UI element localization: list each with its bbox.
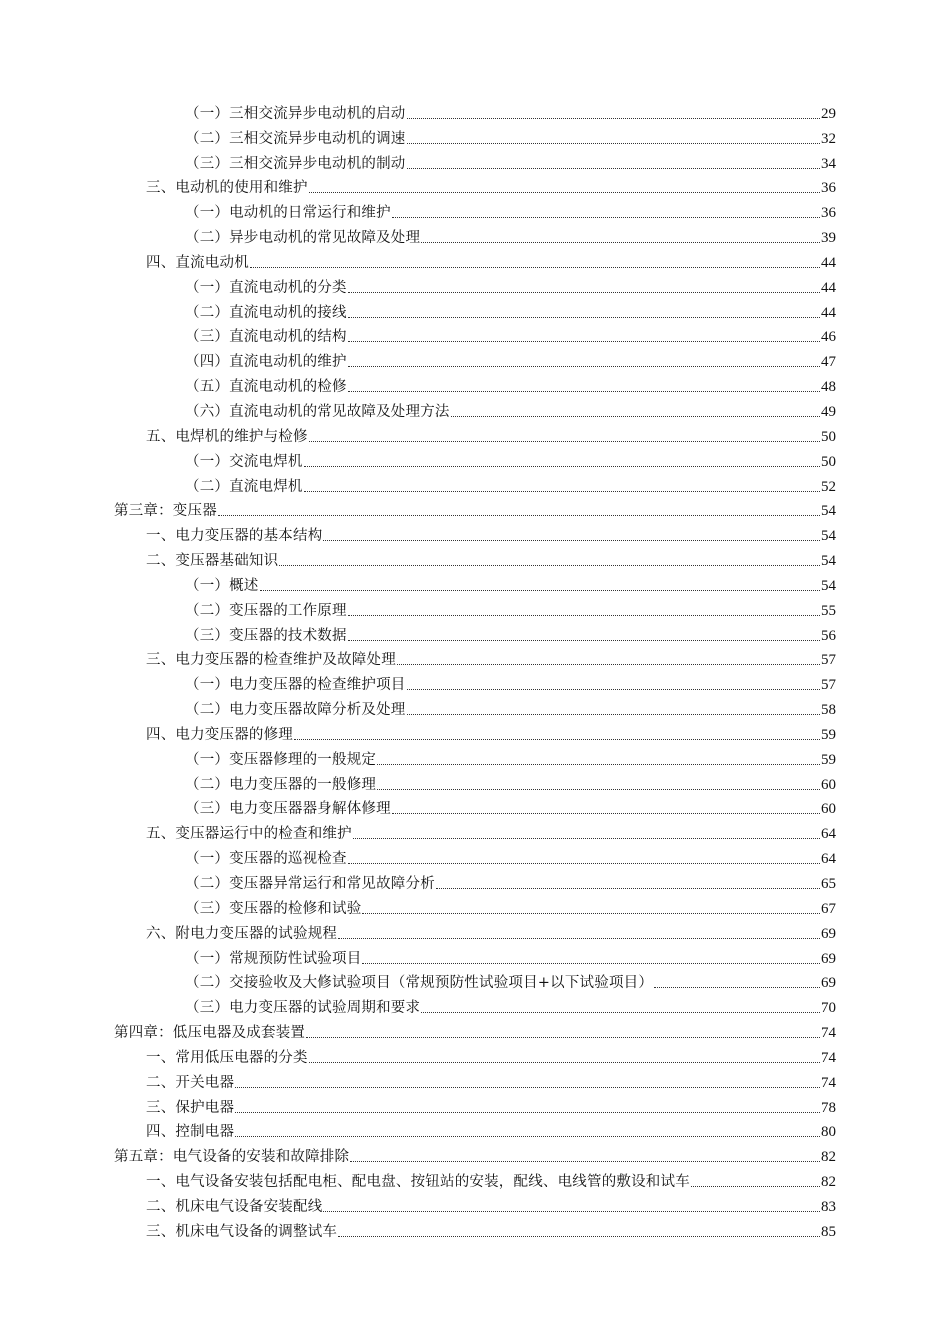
toc-entry-page-number: 67: [821, 900, 836, 917]
toc-entry[interactable]: [0, 198, 950, 223]
toc-dot-leader: [338, 1235, 820, 1237]
toc-dot-leader: [451, 415, 820, 417]
toc-dot-leader: [350, 1160, 820, 1162]
toc-dot-leader: [421, 1011, 820, 1013]
toc-entry[interactable]: [0, 795, 950, 820]
toc-entry-title: （一）三相交流异步电动机的启动: [185, 105, 406, 122]
toc-entry[interactable]: [0, 1068, 950, 1093]
toc-entry-page-number: 69: [821, 975, 836, 992]
toc-entry[interactable]: [0, 1217, 950, 1242]
toc-entry[interactable]: [0, 546, 950, 571]
toc-dot-leader: [362, 912, 820, 914]
toc-entry[interactable]: [0, 670, 950, 695]
toc-entry-page-number: 47: [821, 354, 836, 371]
toc-entry-title: 四、控制电器: [146, 1124, 235, 1141]
toc-dot-leader: [294, 738, 820, 740]
toc-entry-title: （五）直流电动机的检修: [185, 379, 347, 396]
toc-entry-page-number: 64: [821, 826, 836, 843]
toc-dot-leader: [235, 1135, 820, 1137]
toc-entry-title: 三、电力变压器的检查维护及故障处理: [146, 652, 396, 669]
toc-entry-title: （二）异步电动机的常见故障及处理: [185, 230, 421, 247]
toc-entry-title: （一）电动机的日常运行和维护: [185, 205, 391, 222]
toc-entry-title: （二）电力变压器故障分析及处理: [185, 702, 406, 719]
toc-entry-page-number: 69: [821, 925, 836, 942]
toc-entry-title: 五、变压器运行中的检查和维护: [146, 826, 352, 843]
toc-entry-page-number: 54: [821, 528, 836, 545]
toc-dot-leader: [407, 713, 821, 715]
toc-dot-leader: [309, 440, 820, 442]
toc-dot-leader: [304, 465, 820, 467]
toc-entry[interactable]: [0, 1118, 950, 1143]
toc-entry[interactable]: [0, 1192, 950, 1217]
toc-dot-leader: [377, 763, 820, 765]
toc-entry-page-number: 55: [821, 602, 836, 619]
toc-entry[interactable]: [0, 646, 950, 671]
toc-entry-page-number: 44: [821, 304, 836, 321]
toc-entry-page-number: 65: [821, 876, 836, 892]
toc-entry[interactable]: [0, 174, 950, 199]
toc-entry-title: （三）电力变压器器身解体修理: [185, 801, 391, 818]
toc-entry[interactable]: [0, 745, 950, 770]
toc-entry[interactable]: [0, 969, 950, 994]
toc-dot-leader: [353, 837, 820, 839]
toc-dot-leader: [392, 812, 820, 814]
toc-dot-leader: [348, 390, 820, 392]
toc-entry-page-number: 59: [821, 751, 836, 768]
toc-entry-page-number: 70: [821, 1000, 836, 1017]
toc-dot-leader: [362, 962, 820, 964]
toc-entry-title: （三）直流电动机的结构: [185, 329, 347, 346]
toc-entry-page-number: 44: [821, 279, 836, 296]
toc-entry[interactable]: [0, 497, 950, 522]
toc-dot-leader: [436, 887, 820, 889]
toc-dot-leader: [306, 1036, 820, 1038]
toc-entry-title: 第五章：电气设备的安装和故障排除: [114, 1149, 350, 1166]
toc-dot-leader: [421, 241, 820, 243]
toc-dot-leader: [407, 167, 821, 169]
toc-entry-title: 二、变压器基础知识: [146, 553, 279, 570]
toc-entry-page-number: 52: [821, 478, 836, 495]
toc-dot-leader: [309, 191, 820, 193]
toc-entry-page-number: 49: [821, 403, 836, 420]
toc-entry-title: （二）直流电动机的接线: [185, 304, 347, 321]
toc-entry[interactable]: [0, 1142, 950, 1167]
toc-entry[interactable]: [0, 770, 950, 795]
toc-entry-title: （一）电力变压器的检查维护项目: [185, 677, 406, 694]
toc-entry-title: （一）常规预防性试验项目: [185, 950, 362, 967]
toc-entry-page-number: 74: [821, 1074, 836, 1091]
toc-entry-title: 一、电力变压器的基本结构: [146, 528, 323, 545]
toc-entry[interactable]: [0, 99, 950, 124]
toc-entry[interactable]: [0, 819, 950, 844]
toc-dot-leader: [348, 614, 820, 616]
toc-entry-title: 第四章：低压电器及成套装置: [114, 1025, 306, 1042]
toc-dot-leader: [348, 291, 820, 293]
toc-entry[interactable]: [0, 1167, 950, 1192]
toc-entry-page-number: 34: [821, 155, 836, 172]
toc-entry-title: 一、常用低压电器的分类: [146, 1049, 308, 1066]
toc-entry-page-number: 82: [821, 1149, 836, 1166]
toc-entry-title: 二、机床电气设备安装配线: [146, 1198, 323, 1215]
toc-dot-leader: [691, 1185, 820, 1187]
toc-entry-title: （三）三相交流异步电动机的制动: [185, 155, 406, 172]
toc-entry-title: 四、电力变压器的修理: [146, 726, 293, 743]
toc-entry[interactable]: [0, 844, 950, 869]
toc-entry-page-number: 50: [821, 453, 836, 470]
toc-dot-leader: [235, 1086, 820, 1088]
toc-entry[interactable]: [0, 397, 950, 422]
toc-entry-page-number: 74: [821, 1025, 836, 1042]
toc-entry-page-number: 50: [821, 428, 836, 445]
toc-entry-page-number: 36: [821, 205, 836, 222]
toc-entry-page-number: 46: [821, 329, 836, 346]
toc-entry[interactable]: [0, 472, 950, 497]
toc-entry-page-number: 69: [821, 950, 836, 967]
toc-entry[interactable]: [0, 1043, 950, 1068]
toc-entry-title: （六）直流电动机的常见故障及处理方法: [185, 403, 450, 420]
toc-dot-leader: [250, 266, 820, 268]
toc-entry-page-number: 54: [821, 503, 836, 520]
toc-entry[interactable]: [0, 1093, 950, 1118]
toc-entry[interactable]: [0, 596, 950, 621]
toc-entry-title: （二）直流电焊机: [185, 478, 303, 495]
toc-entry[interactable]: [0, 347, 950, 372]
toc-dot-leader: [309, 1061, 820, 1063]
toc-entry[interactable]: [0, 919, 950, 944]
toc-entry-page-number: 32: [821, 130, 836, 147]
toc-entry-page-number: 36: [821, 180, 836, 197]
toc-entry-title: （一）变压器修理的一般规定: [185, 751, 377, 768]
toc-entry[interactable]: [0, 273, 950, 298]
toc-entry[interactable]: [0, 993, 950, 1018]
toc-dot-leader: [323, 1210, 820, 1212]
toc-entry-page-number: 57: [821, 677, 836, 694]
toc-dot-leader: [235, 1111, 820, 1113]
toc-entry-title: （二）变压器异常运行和常见故障分析: [185, 876, 435, 892]
toc-entry-title: 三、保护电器: [146, 1099, 235, 1116]
toc-entry[interactable]: [0, 372, 950, 397]
toc-entry[interactable]: [0, 521, 950, 546]
toc-entry-title: 一、电气设备安装包括配电柜、配电盘、按钮站的安装，配线、电线管的敷设和试车: [146, 1174, 690, 1191]
toc-entry-title: （二）电力变压器的一般修理: [185, 776, 377, 793]
toc-entry[interactable]: [0, 422, 950, 447]
toc-entry-page-number: 58: [821, 702, 836, 719]
toc-entry-page-number: 48: [821, 379, 836, 396]
toc-entry[interactable]: [0, 894, 950, 919]
toc-dot-leader: [218, 514, 820, 516]
toc-entry[interactable]: [0, 695, 950, 720]
toc-entry-page-number: 54: [821, 577, 836, 594]
toc-dot-leader: [377, 788, 820, 790]
toc-entry[interactable]: [0, 223, 950, 248]
toc-dot-leader: [348, 365, 820, 367]
toc-dot-leader: [392, 216, 820, 218]
toc-entry-title: 五、电焊机的维护与检修: [146, 428, 308, 445]
toc-dot-leader: [407, 142, 821, 144]
toc-entry-page-number: 59: [821, 726, 836, 743]
toc-entry-page-number: 60: [821, 776, 836, 793]
toc-entry-title: （一）概述: [185, 577, 259, 594]
toc-dot-leader: [348, 862, 820, 864]
toc-dot-leader: [304, 490, 820, 492]
toc-entry[interactable]: [0, 298, 950, 323]
toc-entry-title: 第三章：变压器: [114, 503, 217, 520]
toc-entry-title: 三、机床电气设备的调整试车: [146, 1223, 338, 1240]
toc-dot-leader: [397, 663, 820, 665]
toc-entry-page-number: 60: [821, 801, 836, 818]
toc-dot-leader: [654, 986, 820, 988]
toc-entry[interactable]: [0, 869, 950, 894]
toc-entry-page-number: 56: [821, 627, 836, 644]
toc-entry-title: 三、电动机的使用和维护: [146, 180, 308, 197]
toc-entry-title: （二）交接验收及大修试验项目（常规预防性试验项目+以下试验项目）: [185, 975, 654, 992]
toc-dot-leader: [338, 937, 820, 939]
toc-entry-title: （二）变压器的工作原理: [185, 602, 347, 619]
toc-entry[interactable]: [0, 571, 950, 596]
toc-dot-leader: [407, 688, 821, 690]
toc-dot-leader: [407, 117, 821, 119]
toc-entry-title: 六、附电力变压器的试验规程: [146, 925, 338, 942]
toc-entry[interactable]: [0, 124, 950, 149]
toc-entry-page-number: 29: [821, 105, 836, 122]
toc-entry-title: 四、直流电动机: [146, 254, 249, 271]
toc-entry-page-number: 44: [821, 254, 836, 271]
toc-entry[interactable]: [0, 323, 950, 348]
toc-entry[interactable]: [0, 248, 950, 273]
toc-entry-page-number: 39: [821, 230, 836, 247]
toc-entry-page-number: 64: [821, 851, 836, 868]
toc-entry-page-number: 78: [821, 1099, 836, 1116]
toc-entry-page-number: 82: [821, 1174, 836, 1191]
toc-entry[interactable]: [0, 944, 950, 969]
toc-entry-title: （三）变压器的技术数据: [185, 627, 347, 644]
toc-entry-page-number: 83: [821, 1198, 836, 1215]
toc-entry-page-number: 80: [821, 1124, 836, 1141]
toc-entry-page-number: 57: [821, 652, 836, 669]
toc-entry-title: 二、开关电器: [146, 1074, 235, 1091]
toc-entry-page-number: 54: [821, 553, 836, 570]
toc-entry[interactable]: [0, 447, 950, 472]
toc-entry-title: （一）直流电动机的分类: [185, 279, 347, 296]
toc-dot-leader: [323, 539, 820, 541]
toc-dot-leader: [260, 589, 821, 591]
toc-dot-leader: [348, 316, 820, 318]
toc-entry-page-number: 74: [821, 1049, 836, 1066]
toc-entry-title: （三）变压器的检修和试验: [185, 900, 362, 917]
table-of-contents: [0, 99, 950, 1242]
toc-dot-leader: [348, 639, 820, 641]
toc-entry[interactable]: [0, 149, 950, 174]
toc-entry-title: （三）电力变压器的试验周期和要求: [185, 1000, 421, 1017]
toc-entry[interactable]: [0, 1018, 950, 1043]
toc-dot-leader: [279, 564, 820, 566]
toc-entry-title: （二）三相交流异步电动机的调速: [185, 130, 406, 147]
toc-entry-page-number: 85: [821, 1223, 836, 1240]
toc-entry-title: （一）变压器的巡视检查: [185, 851, 347, 868]
toc-entry-title: （一）交流电焊机: [185, 453, 303, 470]
toc-entry[interactable]: [0, 720, 950, 745]
toc-entry-title: （四）直流电动机的维护: [185, 354, 347, 371]
toc-dot-leader: [348, 340, 820, 342]
toc-entry[interactable]: [0, 621, 950, 646]
